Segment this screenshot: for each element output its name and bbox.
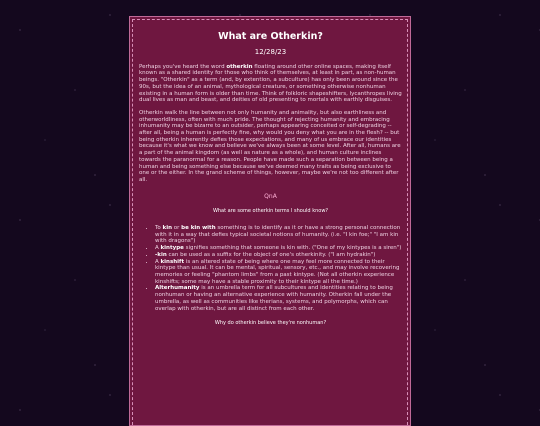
- term-bold: kintype: [160, 245, 184, 252]
- term-text: signifies something that someone is kin with. ("One of my kintypes is a siren"): [183, 245, 402, 252]
- intro-paragraph-2: Otherkin walk the line between not only humanity and animality, but also earthliness and otherworldliness, often with much pride. The thought of rejecting humanity and embracing inhumanity may be bizarre to an outsider, perhaps appearing conceited or self-degrading -- after all, being a human is perfectly fine, why would you deny what you are in the flesh? -- but being otherkin inherently defies those expectations, and many of us embrace our identities because it's what we know and believe we've always been at some level. After all, humans are a part of the animal kingdom (as well as nature as a whole), and human culture inclines towards the paranormal for a reason. People have made such a separation between being a human and being something else because we've deemed many traits as being exclusive to one or the either. In the grand scheme of things, however, maybe we're not too different after all.: [139, 109, 401, 183]
- list-item: [155, 285, 402, 312]
- page-title: What are Otherkin?: [218, 31, 323, 42]
- intro-paragraph-1: [139, 64, 402, 104]
- content-inner: [132, 19, 408, 425]
- term-prefix: To: [155, 225, 163, 232]
- intro-text-after: floating around other online spaces, making itself known as a shared identity for those who think of themselves, at least in part, as non-human beings. "Otherkin" as a term (and, by extention, a subculture) has only been around since the 90s, but the idea of an animal, mythological creature, or something otherwise nonhuman existing in a human form is older than time. Think of folkloric shapeshifters, lycanthropes living dual lives as man and beast, and deities of old presenting to mortals with earthly disguises.: [139, 63, 402, 104]
- term-text: something is to identify as it or have a strong personal connection with it in a way that defies typical societal notions of humanity. (i.e. "I kin foe;" "I am kin with dragons"): [155, 225, 401, 245]
- terms-list: [139, 225, 402, 312]
- term-text: is an altered state of being where one may feel more connected to their kintype than usual. It can be mental, spiritual, sensory, etc., and may involve recovering memories or feeling "phantom limbs" from a past kintype. (Not all otherkin experience kinshifts; some may have a stable proximity to their kintype all the time.): [155, 258, 400, 285]
- qna-heading: QnA: [264, 192, 277, 200]
- term-mid: or: [172, 225, 182, 232]
- list-item: [155, 259, 402, 286]
- list-item: [155, 245, 402, 252]
- content-panel: [129, 16, 411, 426]
- term-prefix: A: [155, 258, 161, 265]
- term-prefix: A: [155, 245, 161, 252]
- intro-text-before: Perhaps you've heard the word: [139, 63, 227, 70]
- term-bold-2: be kin with: [181, 225, 216, 232]
- term-text: is an umbrella term for all subcultures and identities relating to being nonhuman or having an alternative experience with humanity. Otherkin fall under the umbrella, as well as communities like therians, systems, and polymorphs, which can overlap with otherkin, but are all distinct from each other.: [155, 285, 393, 312]
- question-terms: What are some otherkin terms I should know?: [212, 208, 329, 215]
- list-item: [155, 252, 402, 259]
- term-bold: kin: [162, 225, 173, 232]
- term-bold: kinshift: [160, 258, 185, 265]
- post-date: 12/28/23: [254, 48, 287, 56]
- intro-bold-term: otherkin: [226, 63, 253, 70]
- term-bold: -kin: [155, 251, 167, 258]
- term-bold: Alterhumanity: [155, 285, 200, 292]
- question-belief: Why do otherkin believe they're nonhuman?: [214, 320, 327, 327]
- list-item: [155, 225, 402, 245]
- term-text: can be used as a suffix for the object of one's otherkinity. ("I am hydrakin"): [166, 251, 376, 258]
